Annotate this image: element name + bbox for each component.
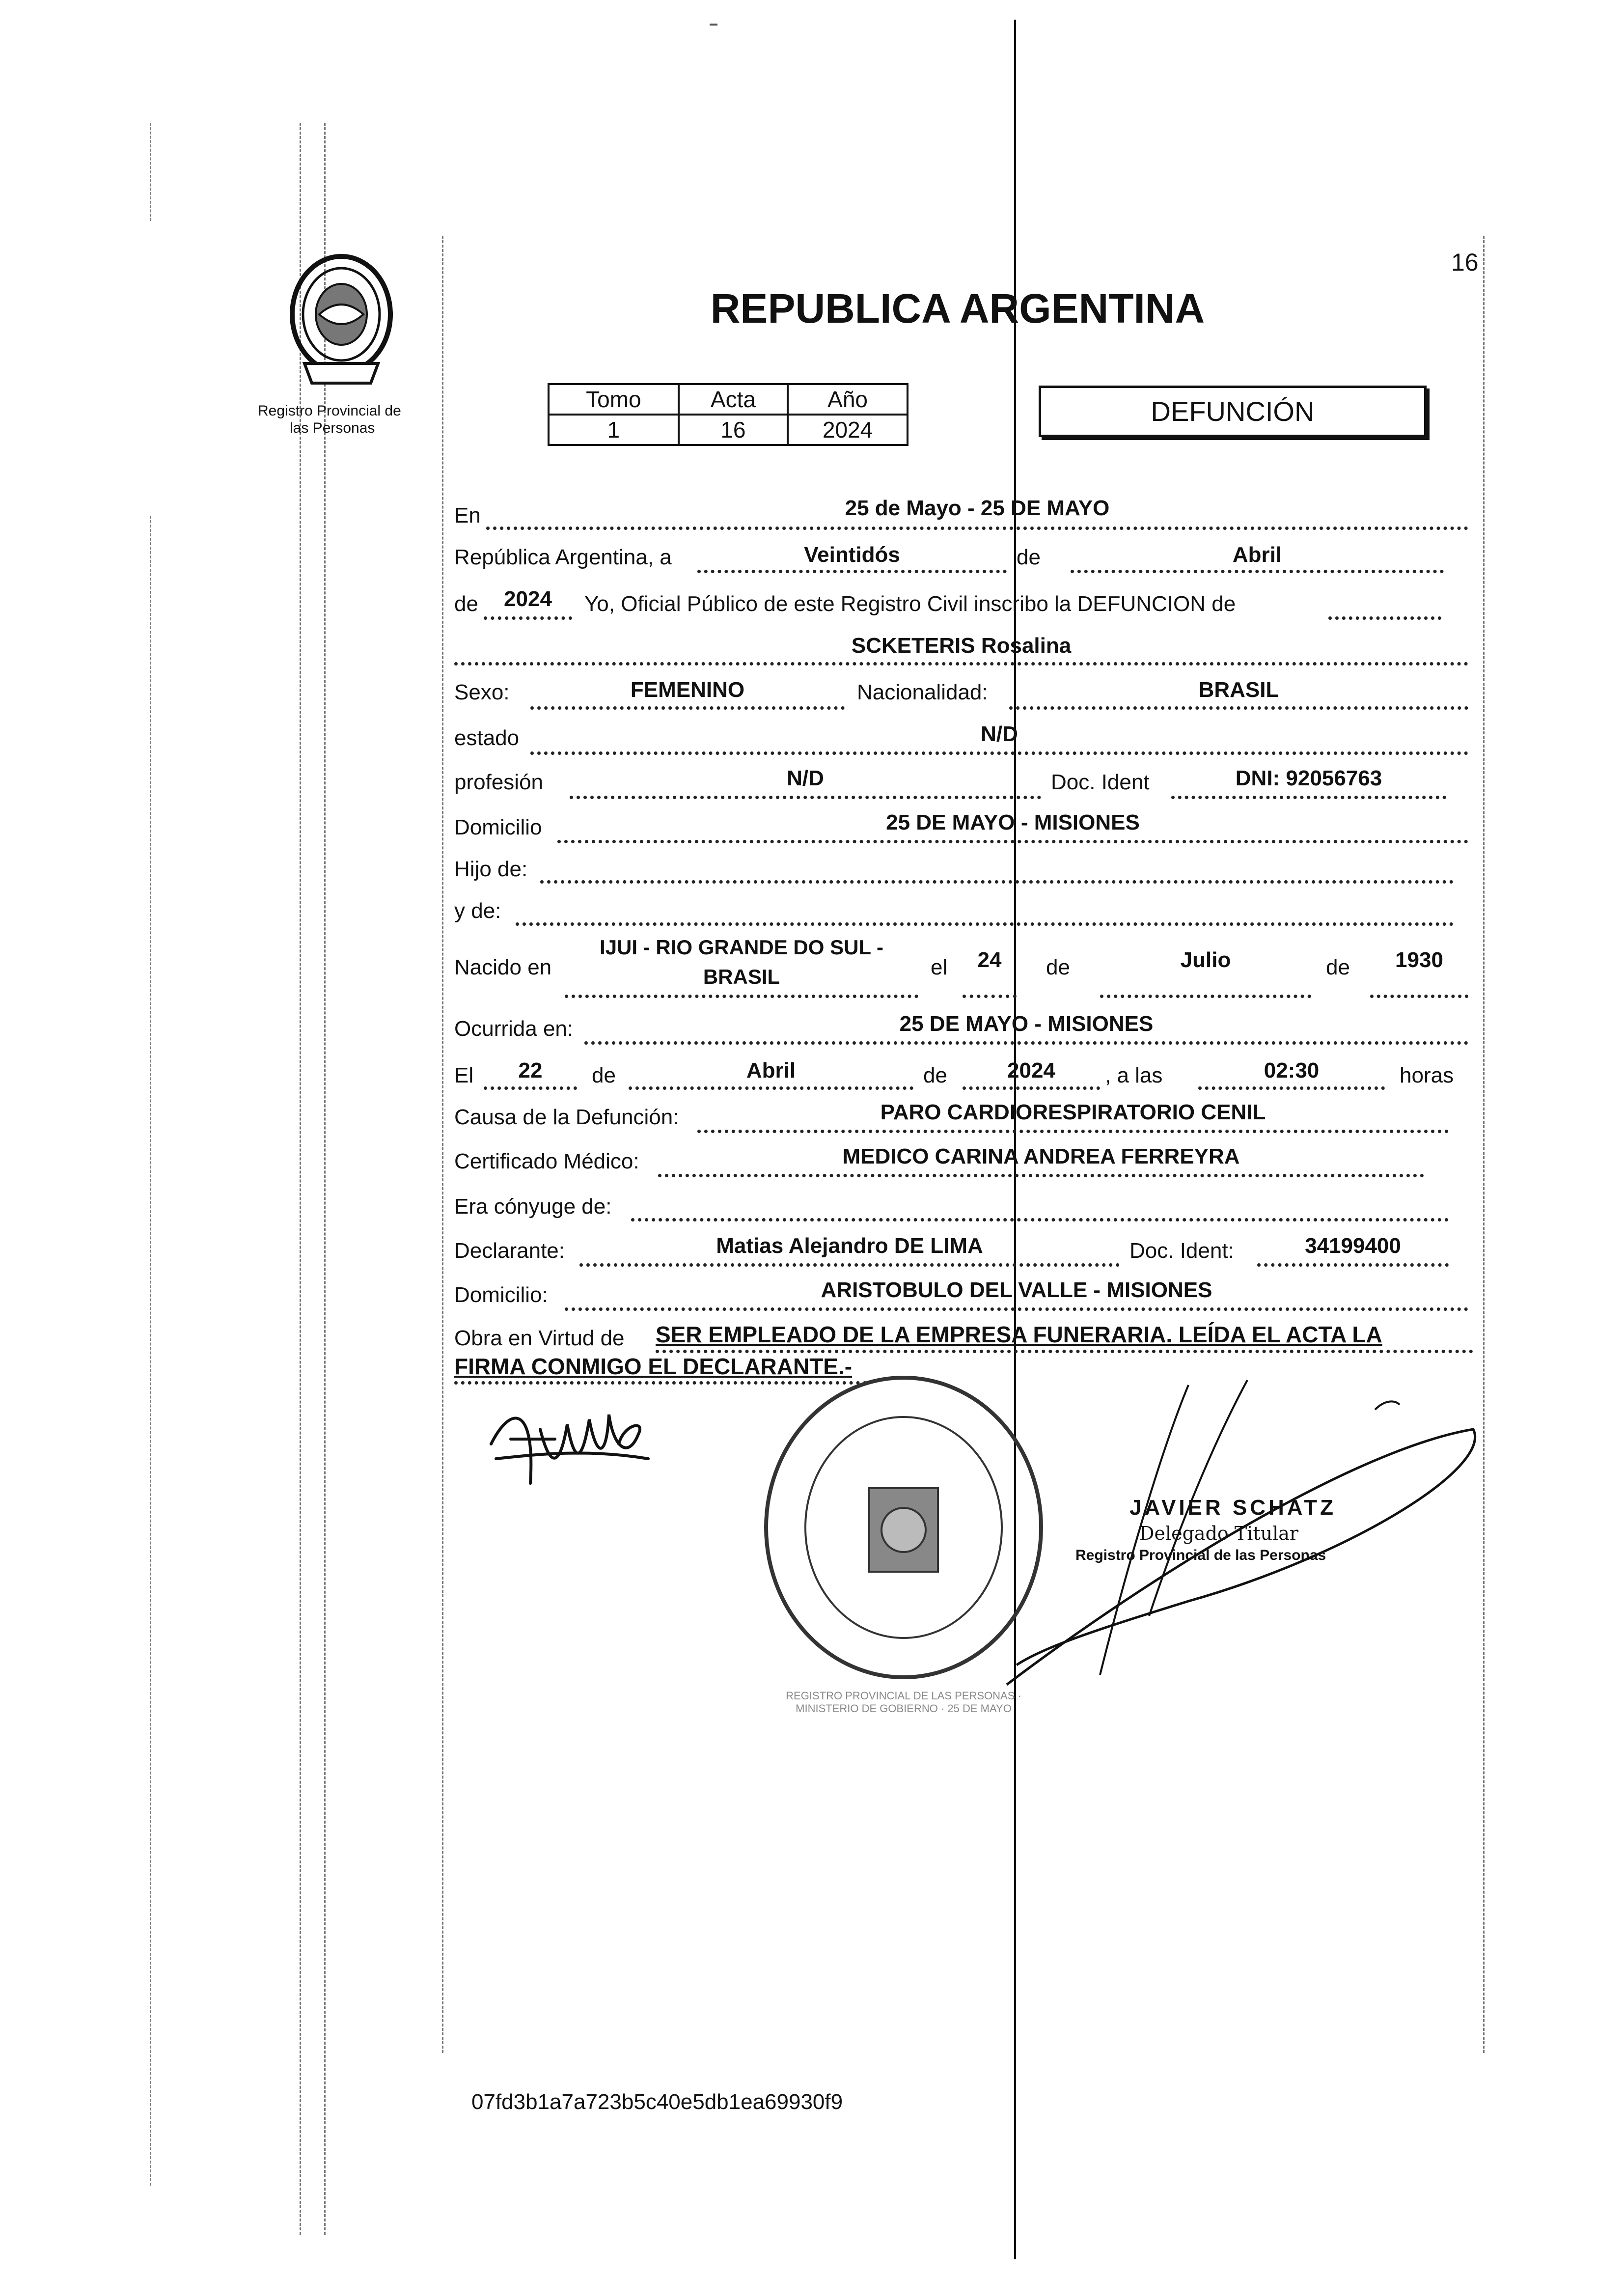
death-year: 2024 xyxy=(1007,1058,1055,1082)
declarante-label: Declarante: xyxy=(454,1239,565,1263)
record-table xyxy=(548,383,908,446)
acta-value: 16 xyxy=(679,415,788,445)
de-label: de xyxy=(1046,955,1070,979)
declarante-value: Matias Alejandro DE LIMA xyxy=(716,1234,983,1258)
stamp-text: REGISTRO PROVINCIAL DE LAS PERSONAS · MINISTERIO DE GOBIERNO · 25 DE MAYO xyxy=(786,1690,1021,1715)
profesion-value: N/D xyxy=(787,766,824,790)
official-title: Delegado Titular xyxy=(1139,1523,1299,1544)
document-hash: 07fd3b1a7a723b5c40e5db1ea69930f9 xyxy=(471,2090,843,2114)
causa-value: PARO CARDIORESPIRATORIO CENIL xyxy=(880,1100,1266,1124)
page-title: REPUBLICA ARGENTINA xyxy=(710,285,1205,332)
de-label: de xyxy=(1017,545,1041,569)
obra-label: Obra en Virtud de xyxy=(454,1326,625,1350)
table-header: Tomo xyxy=(549,384,679,415)
ocurrida-label: Ocurrida en: xyxy=(454,1017,574,1041)
province-seal-logo xyxy=(285,250,398,388)
obra-line2: FIRMA CONMIGO EL DECLARANTE.- xyxy=(454,1354,853,1379)
tomo-value: 1 xyxy=(549,415,679,445)
estado-label: estado xyxy=(454,726,520,750)
nacido-value-line2: BRASIL xyxy=(703,965,780,988)
anio-value: 2024 xyxy=(788,415,908,445)
day-value: Veintidós xyxy=(804,543,900,567)
registry-name-line2: las Personas xyxy=(290,420,375,436)
de-label: de xyxy=(1326,955,1350,979)
sexo-value: FEMENINO xyxy=(630,678,745,702)
doc2-value: 34199400 xyxy=(1305,1234,1401,1258)
alas-label: , a las xyxy=(1105,1063,1163,1087)
el-label: El xyxy=(454,1063,474,1087)
en-label: En xyxy=(454,503,481,527)
death-day: 22 xyxy=(518,1058,543,1082)
doc-value: DNI: 92056763 xyxy=(1235,766,1382,790)
month-value: Abril xyxy=(1232,543,1282,567)
domicilio2-value: ARISTOBULO DEL VALLE - MISIONES xyxy=(821,1278,1212,1302)
causa-label: Causa de la Defunción: xyxy=(454,1105,679,1129)
deceased-name: SCKETERIS Rosalina xyxy=(851,634,1072,658)
nacionalidad-label: Nacionalidad: xyxy=(857,680,988,704)
table-header: Año xyxy=(788,384,908,415)
estado-value: N/D xyxy=(981,722,1018,746)
registry-name-line1: Registro Provincial de xyxy=(258,403,401,419)
birth-month: Julio xyxy=(1180,948,1231,972)
doc-label: Doc. Ident xyxy=(1051,770,1150,794)
table-header: Acta xyxy=(679,384,788,415)
republica-label: República Argentina, a xyxy=(454,545,672,569)
birth-day: 24 xyxy=(977,948,1002,972)
year-value: 2024 xyxy=(504,587,552,611)
hijo-label: Hijo de: xyxy=(454,857,528,881)
certificado-value: MEDICO CARINA ANDREA FERREYRA xyxy=(842,1144,1240,1168)
profesion-label: profesión xyxy=(454,770,544,794)
de-label: de xyxy=(592,1063,616,1087)
de-label: de xyxy=(923,1063,947,1087)
official-text: Yo, Oficial Público de este Registro Civil inscribo la DEFUNCION de xyxy=(584,592,1236,616)
yde-label: y de: xyxy=(454,899,501,923)
official-office: Registro Provincial de las Personas xyxy=(1075,1547,1326,1563)
domicilio-value: 25 DE MAYO - MISIONES xyxy=(886,810,1140,834)
fold-line xyxy=(1014,20,1016,2259)
death-time: 02:30 xyxy=(1264,1058,1320,1082)
nacido-value-line1: IJUI - RIO GRANDE DO SUL - xyxy=(600,936,883,959)
declarant-signature xyxy=(481,1385,658,1498)
nacionalidad-value: BRASIL xyxy=(1198,678,1279,702)
el-label: el xyxy=(931,955,948,979)
birth-year: 1930 xyxy=(1395,948,1443,972)
scan-mark xyxy=(710,24,717,26)
de-label: de xyxy=(454,592,478,616)
certificado-label: Certificado Médico: xyxy=(454,1149,639,1173)
horas-label: horas xyxy=(1400,1063,1454,1087)
act-type-box: DEFUNCIÓN xyxy=(1039,386,1427,437)
obra-line1: SER EMPLEADO DE LA EMPRESA FUNERARIA. LEÍDA EL ACTA LA xyxy=(656,1322,1382,1347)
official-name: JAVIER SCHATZ xyxy=(1129,1496,1337,1520)
nacido-label: Nacido en xyxy=(454,955,552,979)
domicilio2-label: Domicilio: xyxy=(454,1283,548,1307)
sexo-label: Sexo: xyxy=(454,680,510,704)
page-number: 16 xyxy=(1451,249,1479,276)
conyuge-label: Era cónyuge de: xyxy=(454,1194,612,1219)
doc2-label: Doc. Ident: xyxy=(1129,1239,1234,1263)
ocurrida-value: 25 DE MAYO - MISIONES xyxy=(899,1012,1154,1036)
en-value: 25 de Mayo - 25 DE MAYO xyxy=(845,496,1110,520)
death-month: Abril xyxy=(746,1058,796,1082)
domicilio-label: Domicilio xyxy=(454,815,542,839)
